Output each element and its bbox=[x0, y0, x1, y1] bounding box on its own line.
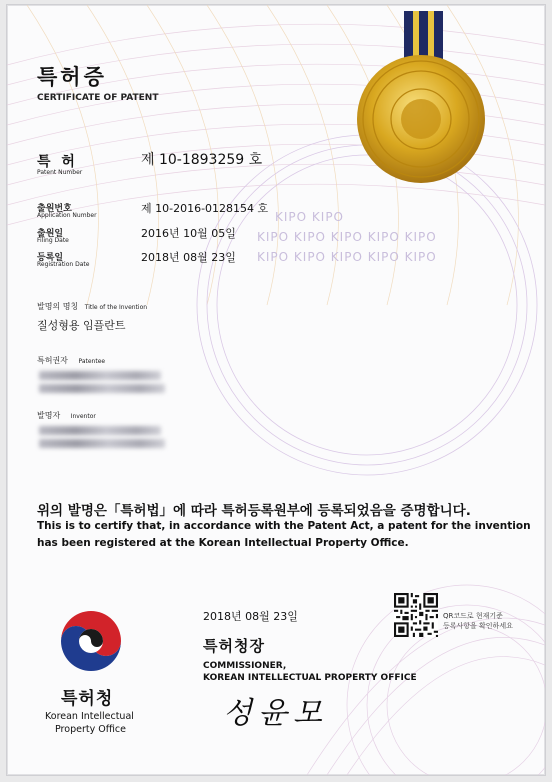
invention-title: 질성형용 임플란트 bbox=[37, 319, 126, 332]
office-name-ko: 특허청 bbox=[61, 689, 114, 709]
patentee-redacted-line2 bbox=[39, 384, 165, 393]
certify-statement-en-2: has been registered at the Korean Intellectual Property Office. bbox=[37, 537, 409, 549]
certificate-title-en: CERTIFICATE OF PATENT bbox=[37, 93, 159, 103]
application-number: 제 10-2016-0128154 호 bbox=[141, 202, 269, 215]
commissioner-signature: 성윤모 bbox=[223, 696, 328, 731]
kipo-watermark-2: KIPO KIPO KIPO KIPO KIPO bbox=[257, 230, 437, 244]
invention-label-en: Title of the Invention bbox=[84, 304, 148, 311]
invention-label bbox=[37, 301, 147, 312]
qr-code-icon[interactable] bbox=[394, 593, 438, 637]
certify-statement-ko: 위의 발명은「특허법」에 따라 특허등록원부에 등록되었음을 증명합니다. bbox=[37, 503, 471, 519]
registration-label: 등록일 bbox=[37, 253, 64, 263]
application-label: 출원번호 bbox=[37, 204, 72, 214]
kipo-watermark-1: KIPO KIPO bbox=[275, 210, 344, 224]
patent-label-en: Patent Number bbox=[37, 169, 83, 176]
registration-date: 2018년 08월 23일 bbox=[141, 251, 236, 264]
certificate-page bbox=[6, 4, 546, 776]
certify-statement-en-1: This is to certify that, in accordance with the Patent Act, a patent for the invention bbox=[37, 520, 531, 532]
gold-seal-icon bbox=[357, 55, 485, 183]
commissioner-title: 특허청장 bbox=[203, 637, 265, 655]
invention-label-ko: 발명의 명칭 bbox=[37, 302, 79, 311]
commissioner-title-en-2: KOREAN INTELLECTUAL PROPERTY OFFICE bbox=[203, 673, 417, 683]
inventor-redacted-line2 bbox=[39, 439, 165, 448]
patentee-redacted-line1 bbox=[39, 371, 161, 380]
office-name-en-2: Property Office bbox=[55, 724, 126, 735]
qr-note-line1: QR코드로 현재기준 bbox=[443, 612, 503, 620]
qr-note-line2: 등록사항을 확인하세요 bbox=[443, 622, 513, 630]
commissioner-title-en-1: COMMISSIONER, bbox=[203, 661, 287, 671]
patent-label: 특 허 bbox=[37, 154, 78, 170]
patentee-label-en: Patentee bbox=[78, 358, 106, 365]
inventor-label bbox=[37, 410, 96, 421]
certificate-title: 특허증 bbox=[37, 65, 107, 89]
issue-date: 2018년 08월 23일 bbox=[203, 610, 298, 623]
filing-date: 2016년 10월 05일 bbox=[141, 227, 236, 240]
filing-label-en: Filing Date bbox=[37, 237, 69, 244]
filing-label: 출원일 bbox=[37, 229, 64, 239]
application-label-en: Application Number bbox=[37, 212, 97, 219]
office-name-en-1: Korean Intellectual bbox=[45, 711, 134, 722]
registration-label-en: Registration Date bbox=[37, 261, 90, 268]
patent-number: 제 10-1893259 호 bbox=[141, 152, 263, 168]
inventor-redacted-line1 bbox=[39, 426, 161, 435]
kipo-watermark-3: KIPO KIPO KIPO KIPO KIPO bbox=[257, 250, 437, 264]
patentee-label-ko: 특허권자 bbox=[37, 356, 68, 365]
kipo-emblem-icon bbox=[59, 609, 123, 673]
patentee-label bbox=[37, 355, 105, 366]
inventor-label-en: Inventor bbox=[70, 413, 96, 420]
inventor-label-ko: 발명자 bbox=[37, 411, 61, 420]
